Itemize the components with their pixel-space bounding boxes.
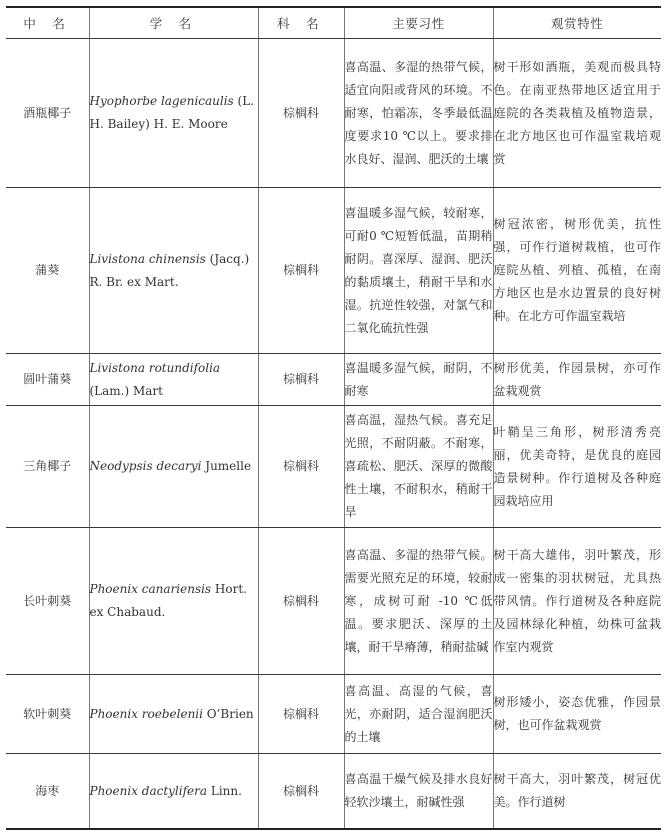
family-cell: 棕榈科 <box>258 675 344 754</box>
habits-cell: 喜高温、多湿的热带气候。需要光照充足的环境，较耐寒，成树可耐 -10 ℃低温。要求肥沃、深厚的土壤，耐干旱瘠薄，稍耐盐碱 <box>344 528 493 675</box>
header-family: 科 名 <box>258 7 344 39</box>
scientific-authority: Jumelle <box>201 459 252 473</box>
palm-species-table <box>6 6 661 830</box>
table-row <box>6 188 661 354</box>
header-ornamental-traits: 观赏特性 <box>493 7 661 39</box>
family-cell: 棕榈科 <box>258 406 344 528</box>
chinese-name-cell: 圆叶蒲葵 <box>6 354 89 406</box>
habits-cell: 喜温暖多湿气候，耐阴，不耐寒 <box>344 354 493 406</box>
scientific-name-cell <box>89 188 258 354</box>
habits-cell: 喜温暖多湿气候，较耐寒，可耐0 ℃短暂低温，苗期稍耐阴。喜深厚、湿润、肥沃的黏质壤土，稍耐干旱和水湿。抗逆性较强，对氯气和二氧化硫抗性强 <box>344 188 493 354</box>
habits-cell: 喜高温，湿热气候。喜充足光照，不耐阴蔽。不耐寒，喜疏松、肥沃、深厚的微酸性土壤，不耐积水，稍耐干旱 <box>344 406 493 528</box>
scientific-binomial: Livistona rotundifolia <box>89 360 221 375</box>
family-cell: 棕榈科 <box>258 354 344 406</box>
ornamental-cell: 树形矮小，姿态优雅，作园景树，也可作盆栽观赏 <box>493 675 661 754</box>
family-cell: 棕榈科 <box>258 39 344 188</box>
chinese-name-cell: 酒瓶椰子 <box>6 39 89 188</box>
scientific-name-cell <box>89 675 258 754</box>
scientific-name-cell <box>89 39 258 188</box>
scientific-binomial: Phoenix roebelenii <box>89 706 203 721</box>
scientific-binomial: Phoenix canariensis <box>89 582 212 596</box>
scientific-authority: Linn. <box>207 783 242 798</box>
table-header <box>6 7 661 39</box>
header-scientific-name: 学 名 <box>89 7 258 39</box>
ornamental-cell: 树形优美，作园景树，亦可作盆栽观赏 <box>493 354 661 406</box>
header-row <box>6 7 661 39</box>
header-main-habits: 主要习性 <box>344 7 493 39</box>
scientific-name-cell <box>89 406 258 528</box>
table-row <box>6 39 661 188</box>
chinese-name-cell: 海枣 <box>6 754 89 830</box>
scientific-authority: Hort. ex Chabaud. <box>89 582 247 619</box>
table-row <box>6 354 661 406</box>
scientific-authority: (L. H. Bailey) H. E. Moore <box>89 94 254 131</box>
header-chinese-name: 中 名 <box>6 7 89 39</box>
scientific-name-cell <box>89 754 258 830</box>
ornamental-cell: 树干高大雄伟，羽叶繁茂，形成一密集的羽状树冠，尤具热带风情。作行道树及各种庭院及园林绿化种植，幼株可盆栽作室内观赏 <box>493 528 661 675</box>
table-row <box>6 754 661 830</box>
scientific-authority: O’Brien <box>202 706 254 721</box>
scientific-binomial: Livistona chinensis <box>89 251 206 266</box>
scientific-name-cell <box>89 528 258 675</box>
scientific-binomial: Phoenix dactylifera <box>89 783 208 798</box>
scientific-binomial: Neodypsis decaryi <box>89 459 202 473</box>
table-body <box>6 39 661 830</box>
habits-cell: 喜高温干燥气候及排水良好轻软沙壤土，耐碱性强 <box>344 754 493 830</box>
family-cell: 棕榈科 <box>258 754 344 830</box>
ornamental-cell: 叶鞘呈三角形，树形清秀亮丽，优美奇特，是优良的庭园造景树种。作行道树及各种庭园栽培应用 <box>493 406 661 528</box>
scientific-authority: (Jacq.) R. Br. ex Mart. <box>89 251 250 289</box>
chinese-name-cell: 长叶刺葵 <box>6 528 89 675</box>
table-row <box>6 406 661 528</box>
chinese-name-cell: 软叶刺葵 <box>6 675 89 754</box>
table-row <box>6 528 661 675</box>
family-cell: 棕榈科 <box>258 528 344 675</box>
ornamental-cell: 树冠浓密，树形优美，抗性强，可作行道树栽植，也可作庭院丛植、列植、孤植，在南方地区也是水边置景的良好树种。在北方可作温室栽培 <box>493 188 661 354</box>
chinese-name-cell: 三角椰子 <box>6 406 89 528</box>
family-cell: 棕榈科 <box>258 188 344 354</box>
habits-cell: 喜高温、多湿的热带气候，适宜向阳或背风的环境。不耐寒，怕霜冻，冬季最低温度要求10 ℃以上。要求排水良好、湿润、肥沃的土壤 <box>344 39 493 188</box>
scientific-binomial: Hyophorbe lagenicaulis <box>89 94 234 108</box>
table-row <box>6 675 661 754</box>
chinese-name-cell: 蒲葵 <box>6 188 89 354</box>
ornamental-cell: 树干形如酒瓶，美观而极具特色。在南亚热带地区适宜用于庭院的各类栽植及植物造景，在北方地区也可作温室栽培观赏 <box>493 39 661 188</box>
ornamental-cell: 树干高大，羽叶繁茂，树冠优美。作行道树 <box>493 754 661 830</box>
scientific-name-cell <box>89 354 258 406</box>
scientific-authority: (Lam.) Mart <box>89 383 163 398</box>
habits-cell: 喜高温、高湿的气候，喜光，亦耐阴，适合湿润肥沃的土壤 <box>344 675 493 754</box>
